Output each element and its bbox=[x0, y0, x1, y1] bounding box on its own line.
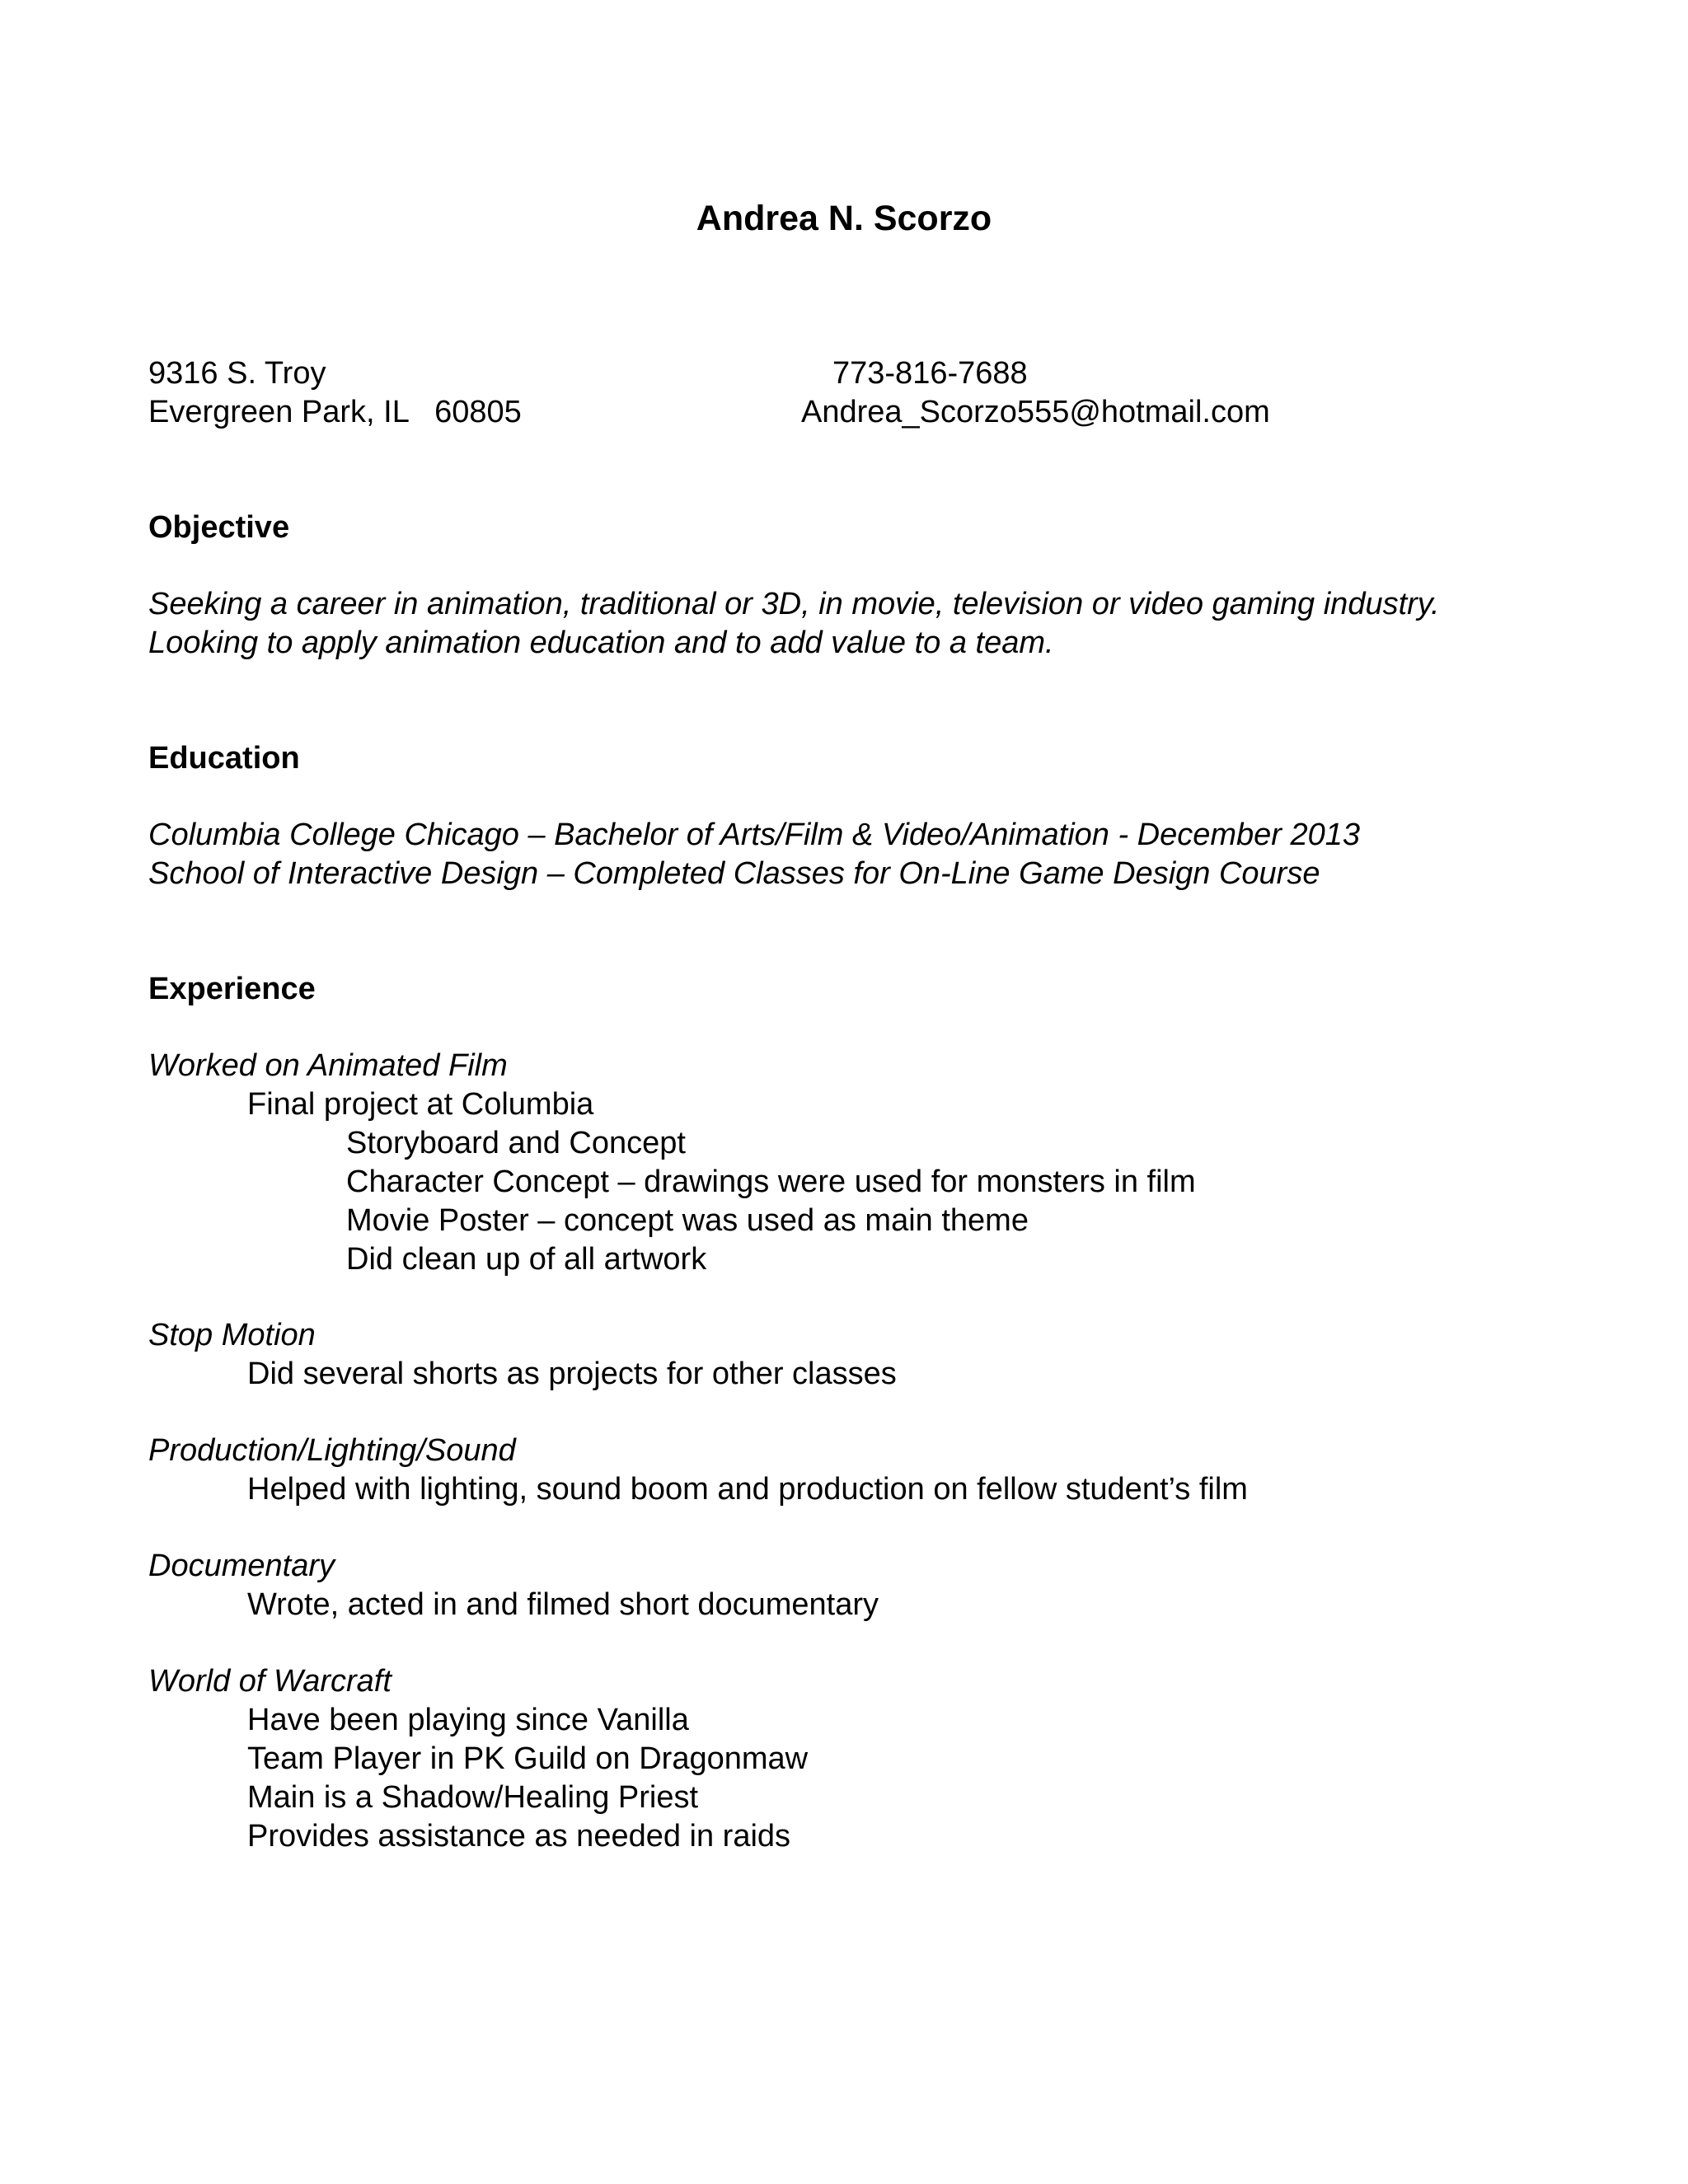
objective-heading: Objective bbox=[148, 510, 290, 545]
objective-line: Seeking a career in animation, traditional or 3D, in movie, television or video gaming industry. bbox=[148, 587, 1440, 621]
experience-item: Provides assistance as needed in raids bbox=[247, 1819, 791, 1854]
experience-item: Wrote, acted in and filmed short documentary bbox=[247, 1587, 879, 1622]
resume-name: Andrea N. Scorzo bbox=[696, 199, 992, 238]
education-line: School of Interactive Design – Completed Classes for On-Line Game Design Course bbox=[148, 856, 1320, 891]
phone-number: 773-816-7688 bbox=[832, 356, 1028, 391]
experience-item: Main is a Shadow/Healing Priest bbox=[247, 1780, 699, 1815]
experience-entry-title: Stop Motion bbox=[148, 1318, 316, 1352]
experience-item: Have been playing since Vanilla bbox=[247, 1703, 689, 1737]
experience-item: Team Player in PK Guild on Dragonmaw bbox=[247, 1741, 809, 1776]
experience-heading: Experience bbox=[148, 972, 316, 1006]
objective-line: Looking to apply animation education and to add value to a team. bbox=[148, 626, 1054, 660]
experience-item: Final project at Columbia bbox=[247, 1087, 594, 1122]
experience-entry-title: Production/Lighting/Sound bbox=[148, 1433, 516, 1468]
experience-item: Did several shorts as projects for other classes bbox=[247, 1357, 897, 1391]
experience-subitem: Did clean up of all artwork bbox=[346, 1242, 707, 1277]
address-street: 9316 S. Troy bbox=[148, 356, 326, 391]
education-line: Columbia College Chicago – Bachelor of Arts/Film & Video/Animation - December 2013 bbox=[148, 818, 1361, 852]
experience-entry-title: World of Warcraft bbox=[148, 1664, 392, 1699]
experience-entry-title: Worked on Animated Film bbox=[148, 1048, 508, 1083]
experience-item: Helped with lighting, sound boom and production on fellow student’s film bbox=[247, 1472, 1248, 1507]
experience-subitem: Movie Poster – concept was used as main theme bbox=[346, 1203, 1029, 1238]
experience-subitem: Storyboard and Concept bbox=[346, 1126, 686, 1160]
address-city: Evergreen Park, IL 60805 bbox=[148, 395, 522, 429]
email-address: Andrea_Scorzo555@hotmail.com bbox=[801, 395, 1270, 429]
experience-subitem: Character Concept – drawings were used for monsters in film bbox=[346, 1165, 1196, 1199]
education-heading: Education bbox=[148, 741, 300, 776]
experience-entry-title: Documentary bbox=[148, 1549, 335, 1583]
